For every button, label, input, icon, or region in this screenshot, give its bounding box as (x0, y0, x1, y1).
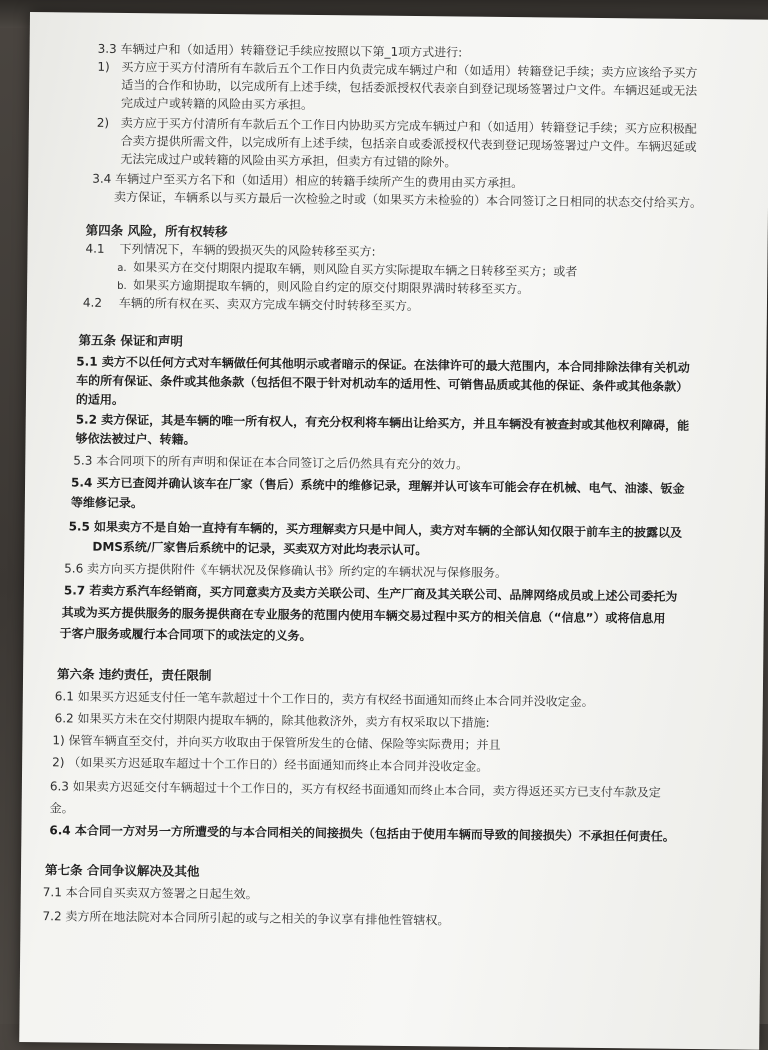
clause-text: 合卖方提供所需文件，以完成所有上述手续，包括亲自或委派授权代表到登记现场签署过户文件。车辆迟延或 (120, 133, 697, 154)
clause-7-2: 7.2 卖方所在地法院对本合同所引起的或与之相关的争议享有排他性管辖权。 (42, 909, 450, 928)
clause-text: 无法完成过户或转籍的风险由买方承担，但卖方有过错的除外。 (120, 151, 457, 170)
clause-text: 其或为买方提供服务的服务提供商在专业服务的范围内使用车辆交易过程中买方的相关信息（“信息”）或将信息用 (61, 605, 666, 626)
clause-text: 如果买方逾期提取车辆的，则风险自约定的原交付期限界满时转移至买方。 (133, 278, 530, 297)
clause-7-1: 7.1 本合同自买卖双方签署之日起生效。 (42, 885, 258, 902)
contract-page (19, 12, 768, 1050)
section-heading: 第四条 风险，所有权转移 (85, 222, 228, 240)
clause-text: 适当的合作和协助，以完成所有上述手续，包括委派授权代表亲自到登记现场签署过户文件。车辆迟延或无法 (121, 77, 698, 98)
clause-5-1: 5.1 卖方不以任何方式对车辆做任何其他明示或者暗示的保证。在法律许可的最大范围内，本合同排除法律有关机动 (76, 354, 690, 375)
clause-3-3: 3.3 车辆过户和（如适用）转籍登记手续应按照以下第_1项方式进行: (97, 41, 463, 60)
clause-text: 等维修记录。 (70, 495, 143, 511)
clause-text: 于客户服务或履行本合同项下的或法定的义务。 (59, 626, 312, 643)
clause-number: 4.1 (85, 241, 105, 256)
clause-5-5: 5.5 如果卖方不是自始一直持有车辆的，买方理解卖方只是中间人，卖方对车辆的全部认知仅限于前车主的披露以及 (68, 519, 683, 540)
item-number: 1) (97, 59, 110, 74)
clause-text: 车的所有保证、条件或其他条款（包括但不限于针对机动车的适用性、可销售品质或其他的保证、条件或其他条款） (76, 373, 689, 394)
item-letter: b. (117, 280, 127, 293)
clause-text: 卖方保证，车辆系以与买方最后一次检验之时或（如果买方未检验的）本合同签订之日相同的状态交付给买方。 (113, 189, 703, 211)
clause-6-3: 6.3 如果卖方迟延交付车辆超过十个工作日的，买方有权经书面通知而终止本合同，卖方得返还买方已支付车款及定 (49, 779, 661, 800)
list-item: 2) （如果买方迟延取车超过十个工作日的）经书面通知而终止本合同并没收定金。 (52, 755, 489, 774)
list-item: 1) 保管车辆直至交付，并向买方收取由于保管所发生的仓储、保险等实际费用；并且 (52, 733, 501, 752)
clause-text: 够依法被过户、转籍。 (75, 431, 196, 447)
clause-text: 金。 (49, 801, 74, 816)
item-number: 2) (96, 115, 110, 130)
clause-6-4: 6.4 本合同一方对另一方所遭受的与本合同相关的间接损失（包括由于使用车辆而导致的间接损失）不承担任何责任。 (49, 823, 675, 844)
clause-6-2: 6.2 如果买方未在交付期限内提取车辆的，除其他救济外，卖方有权采取以下措施: (54, 711, 490, 730)
clause-text: DMS系统/厂家售后系统中的记录，买卖双方对此均表示认可。 (92, 539, 428, 558)
clause-text: 车辆的所有权在买、卖双方完成车辆交付时转移至买方。 (118, 295, 420, 314)
clause-text: 如果买方在交付期限内提取车辆，则风险自买方实际提取车辆之日转移至买方；或者 (133, 260, 578, 279)
clause-5-6: 5.6 卖方向买方提供附件《车辆状况及保修确认书》所约定的车辆状况与保修服务。 (64, 561, 508, 581)
clause-text: 的适用。 (75, 392, 125, 408)
clause-number: 4.2 (82, 295, 103, 310)
clause-text: 下列情况下，车辆的毁损灭失的风险转移至买方: (119, 241, 376, 259)
section-heading: 第七条 合同争议解决及其他 (44, 862, 200, 879)
clause-5-7: 5.7 若卖方系汽车经销商，买方同意卖方及卖方关联公司、生产厂商及其关联公司、品牌网络成员或上述公司委托为 (63, 583, 678, 604)
section-heading: 第五条 保证和声明 (78, 332, 183, 349)
clause-6-1: 6.1 如果买方迟延支付任一笔车款超过十个工作日的，卖方有权经书面通知而终止本合同并没收定金。 (54, 689, 594, 709)
clause-text: 买方应于买方付清所有车款后五个工作日内负责完成车辆过户和（如适用）转籍登记手续；卖方应该给予买方 (121, 59, 698, 80)
clause-3-4: 3.4 车辆过户至买方名下和（如适用）相应的转籍手续所产生的费用由买方承担。 (92, 171, 524, 191)
item-letter: a. (117, 262, 127, 275)
clause-5-4: 5.4 买方已查阅并确认该车在厂家（售后）系统中的维修记录，理解并认可该车可能会存在机械、电气、油漆、钣金 (71, 475, 685, 496)
clause-5-3: 5.3 本合同项下的所有声明和保证在本合同签订之后仍然具有充分的效力。 (73, 453, 469, 472)
section-heading: 第六条 违约责任，责任限制 (56, 666, 212, 683)
clause-5-2: 5.2 卖方保证，其是车辆的唯一所有权人，有充分权利将车辆出让给买方，并且车辆没有被查封或其他权利障碍，能 (75, 412, 690, 433)
clause-text: 卖方应于买方付清所有车款后五个工作日内协助买方完成车辆过户和（如适用）转籍登记手续；买方应积极配 (120, 115, 697, 136)
clause-text: 完成过户或转籍的风险由买方承担。 (120, 95, 314, 112)
